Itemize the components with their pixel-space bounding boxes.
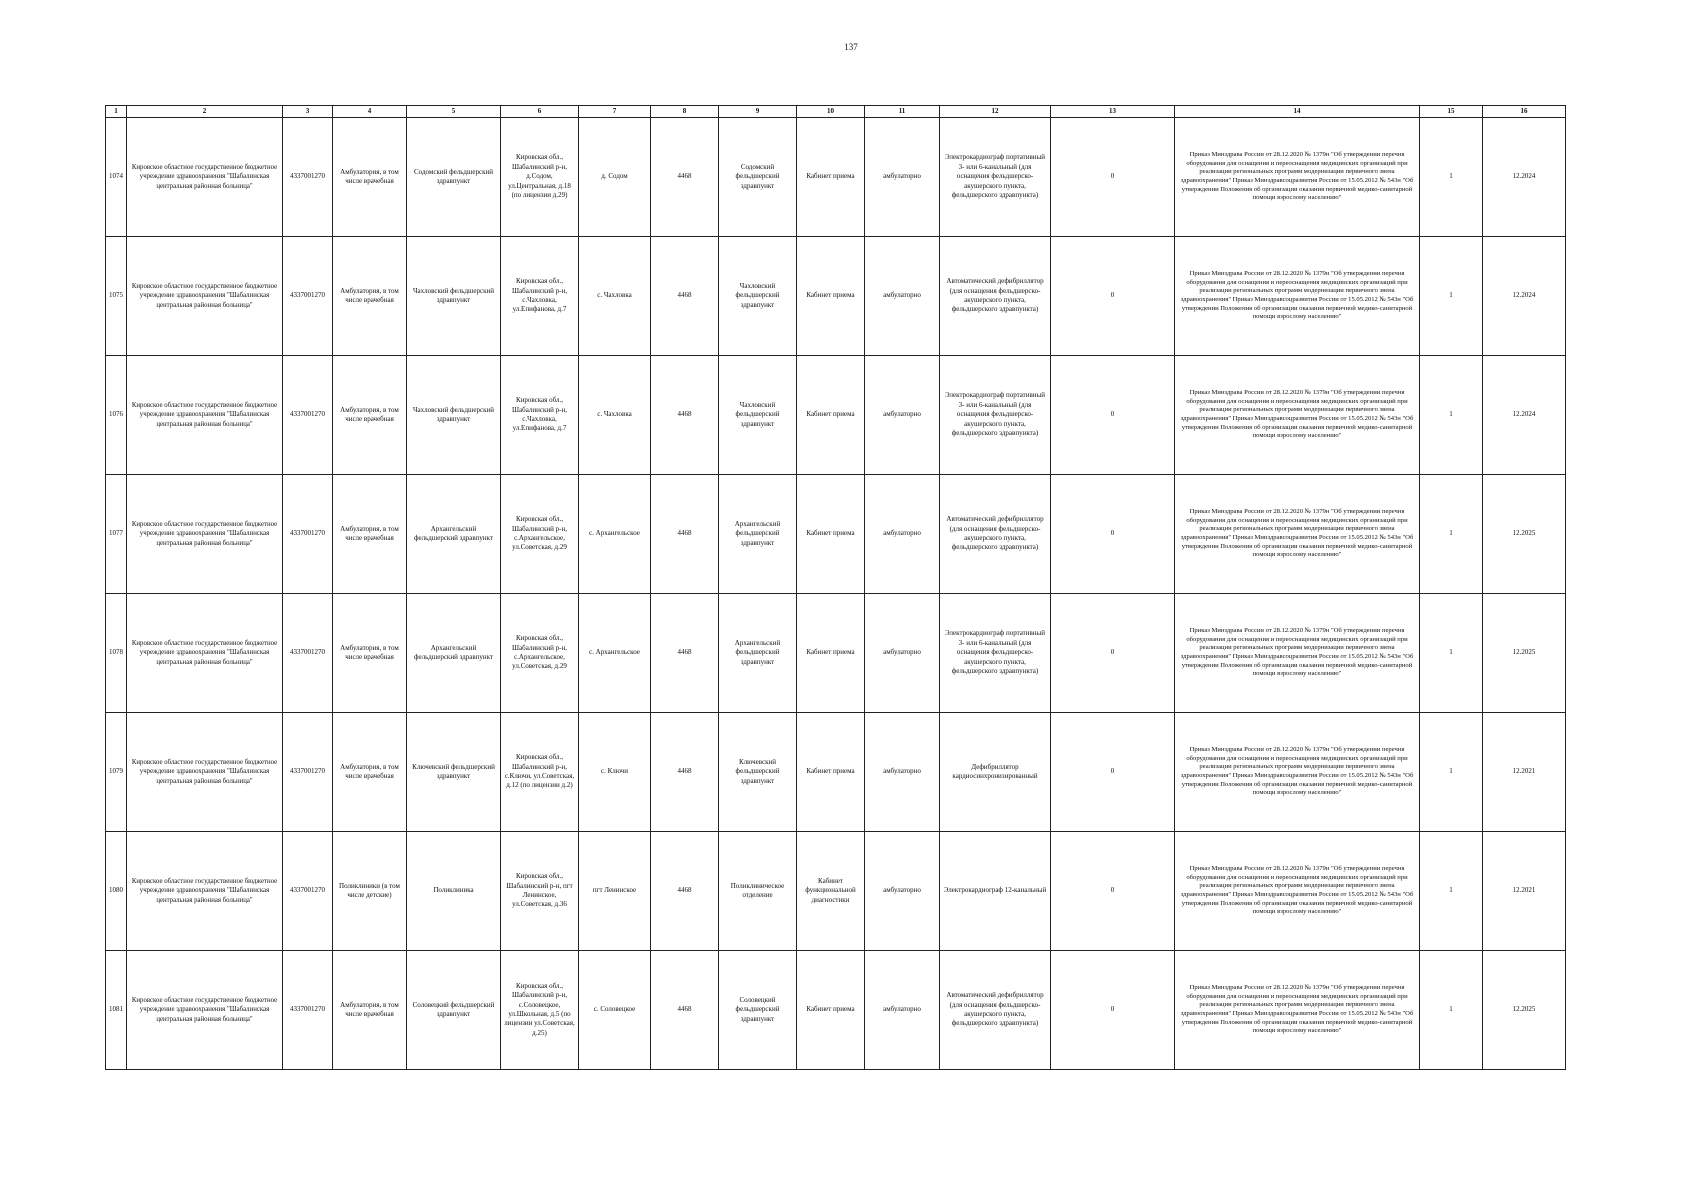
address-cell: Кировская обл., Шабалинский р-н, с.Архангельское, ул.Советская, д.29 bbox=[501, 475, 579, 594]
column-header: 8 bbox=[651, 106, 719, 118]
equipment-name-cell: Дефибриллятор кардиосинхронизированный bbox=[940, 713, 1051, 832]
delivery-date-cell: 12.2024 bbox=[1483, 237, 1566, 356]
delivery-date-cell: 12.2024 bbox=[1483, 356, 1566, 475]
unit-name-cell: Архангельский фельдшерский здравпункт bbox=[407, 594, 501, 713]
delivery-date-cell: 12.2025 bbox=[1483, 594, 1566, 713]
header-row bbox=[106, 106, 1566, 118]
organization-name-cell: Кировское областное государственное бюджетное учреждение здравоохранения "Шабалинская центральная районная больница" bbox=[127, 594, 283, 713]
care-form-cell: амбулаторно bbox=[865, 356, 940, 475]
row-number-cell: 1074 bbox=[106, 118, 127, 237]
settlement-cell: с. Чахловка bbox=[579, 356, 651, 475]
inn-code-cell: 4337001270 bbox=[283, 713, 333, 832]
delivery-date-cell: 12.2025 bbox=[1483, 475, 1566, 594]
address-cell: Кировская обл., Шабалинский р-н, с.Архангельское, ул.Советская, д.29 bbox=[501, 594, 579, 713]
department-cell: Чахловский фельдшерский здравпункт bbox=[719, 237, 797, 356]
department-cell: Архангельский фельдшерский здравпункт bbox=[719, 475, 797, 594]
address-cell: Кировская обл., Шабалинский р-н, пгт Ленинское, ул.Советская, д.36 bbox=[501, 832, 579, 951]
inn-code-cell: 4337001270 bbox=[283, 356, 333, 475]
care-form-cell: амбулаторно bbox=[865, 594, 940, 713]
room-cell: Кабинет приема bbox=[797, 594, 865, 713]
organization-name-cell: Кировское областное государственное бюджетное учреждение здравоохранения "Шабалинская центральная районная больница" bbox=[127, 356, 283, 475]
unit-type-cell: Амбулатория, в том числе врачебная bbox=[333, 475, 407, 594]
table-row bbox=[106, 237, 1566, 356]
delivery-date-cell: 12.2021 bbox=[1483, 832, 1566, 951]
organization-name-cell: Кировское областное государственное бюджетное учреждение здравоохранения "Шабалинская центральная районная больница" bbox=[127, 475, 283, 594]
room-cell: Кабинет приема bbox=[797, 951, 865, 1070]
region-code-cell: 4468 bbox=[651, 356, 719, 475]
room-cell: Кабинет приема bbox=[797, 237, 865, 356]
unit-type-cell: Амбулатория, в том числе врачебная bbox=[333, 356, 407, 475]
column-header: 13 bbox=[1051, 106, 1175, 118]
inn-code-cell: 4337001270 bbox=[283, 832, 333, 951]
care-form-cell: амбулаторно bbox=[865, 951, 940, 1070]
table-row bbox=[106, 594, 1566, 713]
row-number-cell: 1081 bbox=[106, 951, 127, 1070]
required-quantity-cell: 1 bbox=[1420, 118, 1483, 237]
organization-name-cell: Кировское областное государственное бюджетное учреждение здравоохранения "Шабалинская центральная районная больница" bbox=[127, 832, 283, 951]
inn-code-cell: 4337001270 bbox=[283, 237, 333, 356]
department-cell: Чахловский фельдшерский здравпункт bbox=[719, 356, 797, 475]
organization-name-cell: Кировское областное государственное бюджетное учреждение здравоохранения "Шабалинская центральная районная больница" bbox=[127, 118, 283, 237]
address-cell: Кировская обл., Шабалинский р-н, с.Ключи, ул.Советская, д.12 (по лицензии д.2) bbox=[501, 713, 579, 832]
unit-name-cell: Чахловский фельдшерский здравпункт bbox=[407, 237, 501, 356]
organization-name-cell: Кировское областное государственное бюджетное учреждение здравоохранения "Шабалинская центральная районная больница" bbox=[127, 951, 283, 1070]
legal-basis-cell: Приказ Минздрава России от 28.12.2020 № 1379н "Об утверждении перечня оборудования для оснащения и переоснащения медицинских организаций при реализации региональных программ модернизации первичного звена здравоохранения" Приказ Минздравсоцразвития России от 15.05.2012 № 543н "Об утверждении Положения об организации оказания первичной медико-санитарной помощи взрослому населению" bbox=[1175, 832, 1420, 951]
region-code-cell: 4468 bbox=[651, 118, 719, 237]
inn-code-cell: 4337001270 bbox=[283, 594, 333, 713]
care-form-cell: амбулаторно bbox=[865, 118, 940, 237]
equipment-name-cell: Электрокардиограф портативный 3- или 6-канальный (для оснащения фельдшерско-акушерского пункта, фельдшерского здравпункта) bbox=[940, 356, 1051, 475]
address-cell: Кировская обл., Шабалинский р-н, д.Содом, ул.Центральная, д.18 (по лицензии д.29) bbox=[501, 118, 579, 237]
inn-code-cell: 4337001270 bbox=[283, 118, 333, 237]
equipment-name-cell: Электрокардиограф портативный 3- или 6-канальный (для оснащения фельдшерско-акушерского пункта, фельдшерского здравпункта) bbox=[940, 118, 1051, 237]
column-header: 12 bbox=[940, 106, 1051, 118]
department-cell: Соловецкий фельдшерский здравпункт bbox=[719, 951, 797, 1070]
settlement-cell: д. Содом bbox=[579, 118, 651, 237]
settlement-cell: с. Соловецкое bbox=[579, 951, 651, 1070]
room-cell: Кабинет функциональной диагностики bbox=[797, 832, 865, 951]
inn-code-cell: 4337001270 bbox=[283, 475, 333, 594]
unit-type-cell: Амбулатория, в том числе врачебная bbox=[333, 237, 407, 356]
legal-basis-cell: Приказ Минздрава России от 28.12.2020 № 1379н "Об утверждении перечня оборудования для оснащения и переоснащения медицинских организаций при реализации региональных программ модернизации первичного звена здравоохранения" Приказ Минздравсоцразвития России от 15.05.2012 № 543н "Об утверждении Положения об организации оказания первичной медико-санитарной помощи взрослому населению" bbox=[1175, 951, 1420, 1070]
page-number: 137 bbox=[844, 42, 858, 52]
room-cell: Кабинет приема bbox=[797, 713, 865, 832]
legal-basis-cell: Приказ Минздрава России от 28.12.2020 № 1379н "Об утверждении перечня оборудования для оснащения и переоснащения медицинских организаций при реализации региональных программ модернизации первичного звена здравоохранения" Приказ Минздравсоцразвития России от 15.05.2012 № 543н "Об утверждении Положения об организации оказания первичной медико-санитарной помощи взрослому населению" bbox=[1175, 118, 1420, 237]
current-quantity-cell: 0 bbox=[1051, 237, 1175, 356]
unit-name-cell: Архангельский фельдшерский здравпункт bbox=[407, 475, 501, 594]
region-code-cell: 4468 bbox=[651, 594, 719, 713]
unit-type-cell: Амбулатория, в том числе врачебная bbox=[333, 594, 407, 713]
row-number-cell: 1079 bbox=[106, 713, 127, 832]
equipment-name-cell: Электрокардиограф портативный 3- или 6-канальный (для оснащения фельдшерско-акушерского пункта, фельдшерского здравпункта) bbox=[940, 594, 1051, 713]
required-quantity-cell: 1 bbox=[1420, 594, 1483, 713]
care-form-cell: амбулаторно bbox=[865, 237, 940, 356]
organization-name-cell: Кировское областное государственное бюджетное учреждение здравоохранения "Шабалинская центральная районная больница" bbox=[127, 237, 283, 356]
table-row bbox=[106, 713, 1566, 832]
required-quantity-cell: 1 bbox=[1420, 713, 1483, 832]
row-number-cell: 1078 bbox=[106, 594, 127, 713]
unit-name-cell: Соловецкий фельдшерский здравпункт bbox=[407, 951, 501, 1070]
column-header: 1 bbox=[106, 106, 127, 118]
settlement-cell: с. Ключи bbox=[579, 713, 651, 832]
column-header: 2 bbox=[127, 106, 283, 118]
organization-name-cell: Кировское областное государственное бюджетное учреждение здравоохранения "Шабалинская центральная районная больница" bbox=[127, 713, 283, 832]
settlement-cell: с. Чахловка bbox=[579, 237, 651, 356]
table-row bbox=[106, 118, 1566, 237]
region-code-cell: 4468 bbox=[651, 951, 719, 1070]
settlement-cell: пгт Ленинское bbox=[579, 832, 651, 951]
legal-basis-cell: Приказ Минздрава России от 28.12.2020 № 1379н "Об утверждении перечня оборудования для оснащения и переоснащения медицинских организаций при реализации региональных программ модернизации первичного звена здравоохранения" Приказ Минздравсоцразвития России от 15.05.2012 № 543н "Об утверждении Положения об организации оказания первичной медико-санитарной помощи взрослому населению" bbox=[1175, 594, 1420, 713]
column-header: 3 bbox=[283, 106, 333, 118]
table-body bbox=[106, 118, 1566, 1070]
row-number-cell: 1075 bbox=[106, 237, 127, 356]
legal-basis-cell: Приказ Минздрава России от 28.12.2020 № 1379н "Об утверждении перечня оборудования для оснащения и переоснащения медицинских организаций при реализации региональных программ модернизации первичного звена здравоохранения" Приказ Минздравсоцразвития России от 15.05.2012 № 543н "Об утверждении Положения об организации оказания первичной медико-санитарной помощи взрослому населению" bbox=[1175, 475, 1420, 594]
unit-type-cell: Амбулатория, в том числе врачебная bbox=[333, 118, 407, 237]
room-cell: Кабинет приема bbox=[797, 356, 865, 475]
department-cell: Поликлиническое отделение bbox=[719, 832, 797, 951]
column-header: 4 bbox=[333, 106, 407, 118]
room-cell: Кабинет приема bbox=[797, 118, 865, 237]
required-quantity-cell: 1 bbox=[1420, 951, 1483, 1070]
column-header: 6 bbox=[501, 106, 579, 118]
equipment-name-cell: Автоматический дефибриллятор (для оснащения фельдшерско-акушерского пункта, фельдшерского здравпункта) bbox=[940, 237, 1051, 356]
care-form-cell: амбулаторно bbox=[865, 475, 940, 594]
care-form-cell: амбулаторно bbox=[865, 832, 940, 951]
required-quantity-cell: 1 bbox=[1420, 356, 1483, 475]
required-quantity-cell: 1 bbox=[1420, 832, 1483, 951]
current-quantity-cell: 0 bbox=[1051, 475, 1175, 594]
region-code-cell: 4468 bbox=[651, 237, 719, 356]
care-form-cell: амбулаторно bbox=[865, 713, 940, 832]
table-row bbox=[106, 832, 1566, 951]
unit-name-cell: Содомский фельдшерский здравпункт bbox=[407, 118, 501, 237]
equipment-register-table bbox=[105, 105, 1566, 1070]
region-code-cell: 4468 bbox=[651, 475, 719, 594]
legal-basis-cell: Приказ Минздрава России от 28.12.2020 № 1379н "Об утверждении перечня оборудования для оснащения и переоснащения медицинских организаций при реализации региональных программ модернизации первичного звена здравоохранения" Приказ Минздравсоцразвития России от 15.05.2012 № 543н "Об утверждении Положения об организации оказания первичной медико-санитарной помощи взрослому населению" bbox=[1175, 356, 1420, 475]
current-quantity-cell: 0 bbox=[1051, 713, 1175, 832]
delivery-date-cell: 12.2024 bbox=[1483, 118, 1566, 237]
inn-code-cell: 4337001270 bbox=[283, 951, 333, 1070]
current-quantity-cell: 0 bbox=[1051, 951, 1175, 1070]
row-number-cell: 1077 bbox=[106, 475, 127, 594]
delivery-date-cell: 12.2025 bbox=[1483, 951, 1566, 1070]
settlement-cell: с. Архангельское bbox=[579, 475, 651, 594]
required-quantity-cell: 1 bbox=[1420, 237, 1483, 356]
unit-name-cell: Поликлиника bbox=[407, 832, 501, 951]
current-quantity-cell: 0 bbox=[1051, 118, 1175, 237]
unit-name-cell: Ключевский фельдшерский здравпункт bbox=[407, 713, 501, 832]
unit-type-cell: Амбулатория, в том числе врачебная bbox=[333, 713, 407, 832]
table-row bbox=[106, 475, 1566, 594]
unit-type-cell: Поликлиники (в том числе детские) bbox=[333, 832, 407, 951]
department-cell: Содомский фельдшерский здравпункт bbox=[719, 118, 797, 237]
column-header: 10 bbox=[797, 106, 865, 118]
column-header: 16 bbox=[1483, 106, 1566, 118]
equipment-name-cell: Электрокардиограф 12-канальный bbox=[940, 832, 1051, 951]
room-cell: Кабинет приема bbox=[797, 475, 865, 594]
unit-name-cell: Чахловский фельдшерский здравпункт bbox=[407, 356, 501, 475]
current-quantity-cell: 0 bbox=[1051, 594, 1175, 713]
equipment-name-cell: Автоматический дефибриллятор (для оснащения фельдшерско-акушерского пункта, фельдшерского здравпункта) bbox=[940, 475, 1051, 594]
unit-type-cell: Амбулатория, в том числе врачебная bbox=[333, 951, 407, 1070]
column-header: 5 bbox=[407, 106, 501, 118]
current-quantity-cell: 0 bbox=[1051, 832, 1175, 951]
settlement-cell: с. Архангельское bbox=[579, 594, 651, 713]
column-header: 11 bbox=[865, 106, 940, 118]
department-cell: Архангельский фельдшерский здравпункт bbox=[719, 594, 797, 713]
legal-basis-cell: Приказ Минздрава России от 28.12.2020 № 1379н "Об утверждении перечня оборудования для оснащения и переоснащения медицинских организаций при реализации региональных программ модернизации первичного звена здравоохранения" Приказ Минздравсоцразвития России от 15.05.2012 № 543н "Об утверждении Положения об организации оказания первичной медико-санитарной помощи взрослому населению" bbox=[1175, 237, 1420, 356]
table-row bbox=[106, 951, 1566, 1070]
column-header: 14 bbox=[1175, 106, 1420, 118]
department-cell: Ключевский фельдшерский здравпункт bbox=[719, 713, 797, 832]
region-code-cell: 4468 bbox=[651, 713, 719, 832]
address-cell: Кировская обл., Шабалинский р-н, с.Соловецкое, ул.Школьная, д.5 (по лицензии ул.Советская, д.25) bbox=[501, 951, 579, 1070]
legal-basis-cell: Приказ Минздрава России от 28.12.2020 № 1379н "Об утверждении перечня оборудования для оснащения и переоснащения медицинских организаций при реализации региональных программ модернизации первичного звена здравоохранения" Приказ Минздравсоцразвития России от 15.05.2012 № 543н "Об утверждении Положения об организации оказания первичной медико-санитарной помощи взрослому населению" bbox=[1175, 713, 1420, 832]
row-number-cell: 1076 bbox=[106, 356, 127, 475]
equipment-name-cell: Автоматический дефибриллятор (для оснащения фельдшерско-акушерского пункта, фельдшерского здравпункта) bbox=[940, 951, 1051, 1070]
row-number-cell: 1080 bbox=[106, 832, 127, 951]
current-quantity-cell: 0 bbox=[1051, 356, 1175, 475]
required-quantity-cell: 1 bbox=[1420, 475, 1483, 594]
address-cell: Кировская обл., Шабалинский р-н, с.Чахловка, ул.Епифанова, д.7 bbox=[501, 237, 579, 356]
column-header: 9 bbox=[719, 106, 797, 118]
region-code-cell: 4468 bbox=[651, 832, 719, 951]
address-cell: Кировская обл., Шабалинский р-н, с.Чахловка, ул.Епифанова, д.7 bbox=[501, 356, 579, 475]
table-row bbox=[106, 356, 1566, 475]
column-header: 7 bbox=[579, 106, 651, 118]
column-header: 15 bbox=[1420, 106, 1483, 118]
delivery-date-cell: 12.2021 bbox=[1483, 713, 1566, 832]
